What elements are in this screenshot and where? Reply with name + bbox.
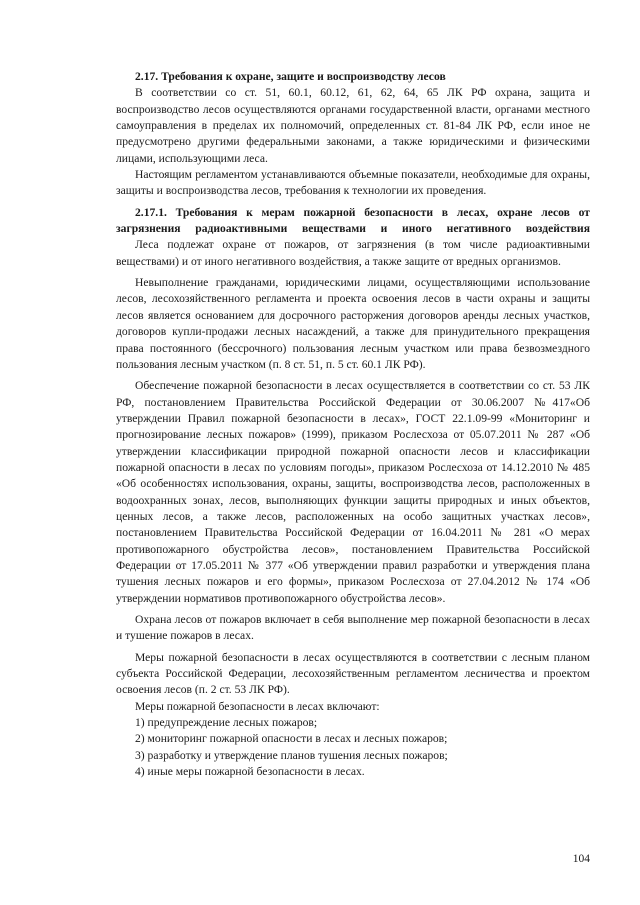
paragraph: Охрана лесов от пожаров включает в себя выполнение мер пожарной безопасности в лесах и тушение пожаров в лесах. <box>116 613 590 643</box>
paragraph: В соответствии со ст. 51, 60.1, 60.12, 61, 62, 64, 65 ЛК РФ охрана, защита и воспроизводство лесов осуществляются органами государственной власти, органами местного самоуправления в пределах их полномочий, определенных ст. 81-84 ЛК РФ, если иное не предусмотрено другими федеральными законами, а также юридическими и физическими лицами, использующими леса. <box>116 86 590 165</box>
list-item: 1) предупреждение лесных пожаров; <box>135 716 318 730</box>
section-heading-2-17: 2.17. Требования к охране, защите и воспроизводству лесов <box>135 70 446 83</box>
section-heading-2-17-1: 2.17.1. Требования к мерам пожарной безопасности в лесах, охране лесов от загрязнения радиоактивными веществами и иного негативного воздействия <box>116 205 590 236</box>
list-item: 2) мониторинг пожарной опасности в лесах и лесных пожаров; <box>135 732 448 746</box>
page-number: 104 <box>572 853 590 865</box>
paragraph: Леса подлежат охране от пожаров, от загрязнения (в том числе радиоактивными веществами) и от иного негативного воздействия, а также защите от вредных организмов. <box>116 238 590 268</box>
paragraph: Невыполнение гражданами, юридическими лицами, осуществляющими использование лесов, лесохозяйственного регламента и проекта освоения лесов в части охраны и защиты лесов является основанием для досрочного расторжения договоров аренды лесных участков, договоров купли-продажи лесных насаждений, а также для принудительного прекращения права постоянного (бессрочного) пользования лесным участком или права безвозмездного пользования лесным участком (п. 8 ст. 51, п. 5 ст. 60.1 ЛК РФ). <box>116 276 590 371</box>
list-item: 4) иные меры пожарной безопасности в лесах. <box>135 765 365 779</box>
paragraph: Настоящим регламентом устанавливаются объемные показатели, необходимые для охраны, защиты и воспроизводства лесов, требования к технологии их проведения. <box>116 168 590 198</box>
paragraph: Меры пожарной безопасности в лесах включают: <box>135 699 380 713</box>
paragraph: Обеспечение пожарной безопасности в лесах осуществляется в соответствии со ст. 53 ЛК РФ, постановлением Правительства Российской Федерации от 30.06.2007 №417«Об утверждении Правил пожарной безопасности в лесах», ГОСТ 22.1.09-99 «Мониторинг и прогнозирование лесных пожаров» (1999), приказом Рослесхоза от 05.07.2011 № 287 «Об утверждении классификации природной пожарной опасности лесов и классификации пожарной опасности в лесах по условиям погоды», приказом Рослесхоза от 14.12.2010 № 485 «Об особенностях использования, охраны, защиты, воспроизводства лесов, расположенных в водоохранных зонах, лесов, выполняющих функции защиты природных и иных объектов, ценных лесов, а также лесов, расположенных на особо защитных участках лесов», постановлением Правительства Российской Федерации от 16.04.2011 № 281 «О мерах противопожарного обустройства лесов», постановлением Правительства Российской Федерации от 17.05.2011 № 377 «Об утверждении правил разработки и утверждения плана тушения лесных пожаров и его формы», приказом Рослесхоза от 27.04.2012 № 174 «Об утверждении нормативов противопожарного обустройства лесов». <box>116 379 590 605</box>
paragraph: Меры пожарной безопасности в лесах осуществляются в соответствии с лесным планом субъекта Российской Федерации, лесохозяйственным регламентом лесничества и проектом освоения лесов (п. 2 ст. 53 ЛК РФ). <box>116 650 590 697</box>
document-body <box>116 69 590 780</box>
list-item: 3) разработку и утверждение планов тушения лесных пожаров; <box>135 748 448 762</box>
